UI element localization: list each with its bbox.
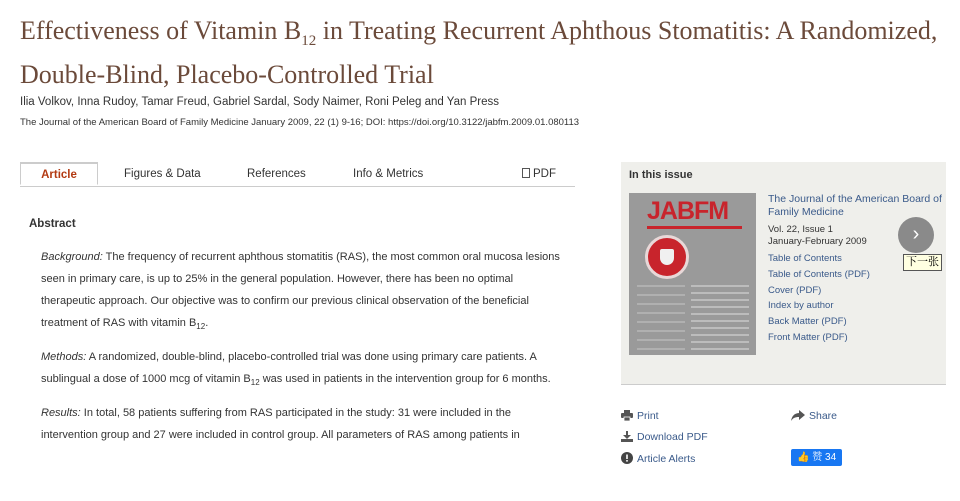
alerts-label: Article Alerts (637, 453, 696, 465)
like-label: 赞 34 (812, 452, 837, 463)
tab-figures-data[interactable]: Figures & Data (124, 168, 201, 180)
issue-link-back-matter[interactable]: Back Matter (PDF) (768, 316, 847, 328)
abstract-background (41, 246, 561, 338)
title-part: Effectiveness of Vitamin B (20, 16, 302, 45)
tab-references[interactable]: References (247, 168, 306, 180)
methods-label: Methods: (41, 351, 87, 364)
background-text: The frequency of recurrent aphthous stomatitis (RAS), the most common oral mucosa lesions seen in primary care, is up to 25% in the general population. However, there has been no optimal therapeutic approach. Our objective was to confirm our previous clinical observation of the beneficial treatment of RAS with vitamin B (41, 251, 560, 329)
alert-icon (621, 452, 633, 464)
abstract-heading: Abstract (29, 218, 76, 230)
cover-seal-icon (645, 235, 689, 279)
background-end: . (205, 317, 209, 329)
share-icon (791, 410, 805, 421)
citation: The Journal of the American Board of Family Medicine January 2009, 22 (1) 9-16; DOI: https://doi.org/10.3122/jabfm.2009.01.080113 (20, 117, 580, 128)
print-icon (621, 410, 633, 421)
methods-subscript: 12 (250, 378, 260, 388)
next-issue-button[interactable] (898, 217, 934, 253)
issue-date: January-February 2009 (768, 236, 867, 247)
pdf-file-icon (522, 168, 530, 178)
download-icon (621, 431, 633, 442)
issue-volume: Vol. 22, Issue 1 (768, 224, 833, 235)
cover-text-lines (691, 285, 749, 355)
methods-text-end: was used in patients in the intervention group for 6 months. (259, 373, 551, 386)
methods-text: A randomized, double-blind, placebo-controlled trial was done using primary care patients. A sublingual a dose of 1000 mcg of vitamin B (41, 351, 537, 386)
tab-info-metrics[interactable]: Info & Metrics (353, 168, 424, 180)
tab-pdf-label: PDF (533, 168, 556, 180)
share-button[interactable] (791, 410, 837, 422)
issue-volume-info (768, 224, 867, 248)
article-alerts-button[interactable] (621, 452, 695, 465)
tab-pdf[interactable] (522, 162, 556, 186)
cover-stripe (647, 226, 742, 229)
article-tabs (20, 162, 575, 187)
share-label: Share (809, 410, 838, 422)
thumbs-up-icon: 👍 (797, 452, 810, 463)
results-text: In total, 58 patients suffering from RAS participated in the study: 31 were included in the intervention group and 27 were included in control group. All parameters of RAS among patients in (41, 407, 520, 442)
cover-text-lines-left (637, 285, 685, 355)
issue-link-index-by-author[interactable]: Index by author (768, 300, 834, 312)
author-list: Ilia Volkov, Inna Rudoy, Tamar Freud, Gabriel Sardal, Sody Naimer, Roni Peleg and Yan Press (20, 96, 499, 108)
background-label: Background: (41, 251, 103, 263)
cover-journal-logo: JABFM (647, 197, 729, 225)
title-part: in Treating Recurrent Aphthous Stomatitis: A Randomized, Double-Blind, Placebo-Controlled Trial (20, 16, 938, 89)
tab-article[interactable]: Article (20, 162, 98, 185)
results-label: Results: (41, 407, 81, 420)
background-subscript: 12 (196, 322, 206, 332)
issue-link-front-matter[interactable]: Front Matter (PDF) (768, 331, 848, 343)
abstract-body (41, 246, 561, 454)
facebook-like-button[interactable] (791, 449, 842, 466)
article-title (20, 14, 950, 91)
download-label: Download PDF (637, 431, 708, 443)
issue-link-cover-pdf[interactable]: Cover (PDF) (768, 284, 822, 296)
download-pdf-button[interactable] (621, 431, 708, 443)
title-subscript: 12 (301, 33, 317, 49)
print-label: Print (637, 410, 659, 422)
abstract-methods (41, 346, 561, 394)
issue-cover-image[interactable] (629, 193, 756, 355)
abstract-results (41, 402, 561, 446)
issue-journal-link[interactable]: The Journal of the American Board of Family Medicine (768, 193, 942, 218)
print-button[interactable] (621, 410, 659, 422)
issue-link-toc-pdf[interactable]: Table of Contents (PDF) (768, 268, 870, 280)
issue-panel-heading: In this issue (629, 169, 693, 181)
issue-links (768, 251, 870, 346)
in-this-issue-panel (621, 162, 946, 385)
issue-link-toc[interactable]: Table of Contents (768, 253, 842, 264)
chevron-right-icon: › (912, 223, 920, 245)
next-tooltip: 下一张 (903, 254, 942, 271)
